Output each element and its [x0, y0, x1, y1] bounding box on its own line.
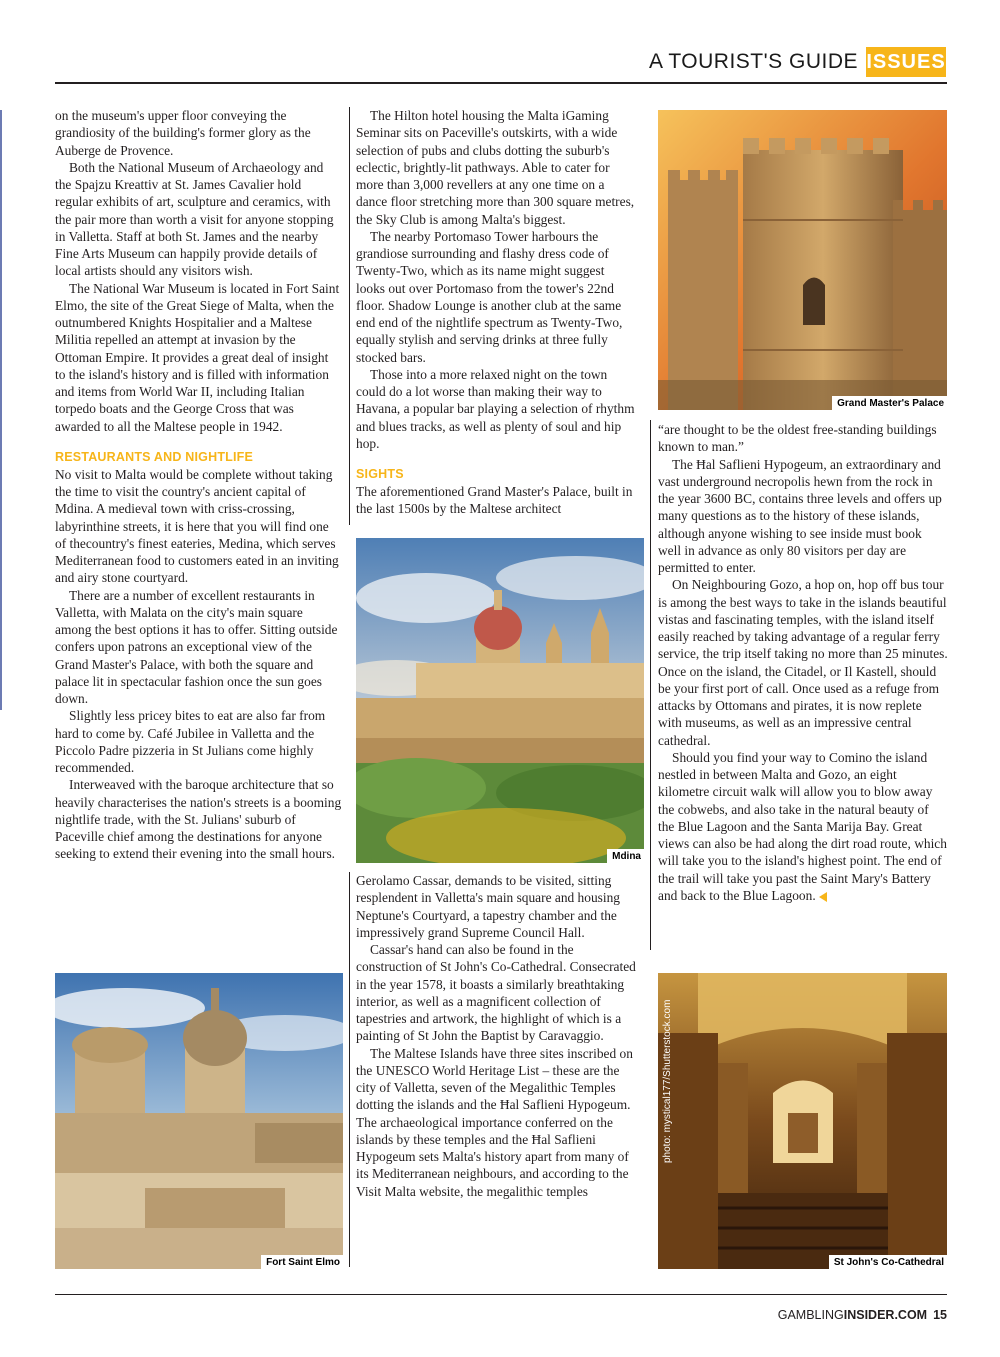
paragraph: Interweaved with the baroque architecture that so heavily characterises the nation's streets is a booming nightlife trade, with the St. Julians' suburb of Paceville chief among the destinations for anyone seeking to extend their evening into the small hours.: [55, 777, 342, 862]
paragraph: Both the National Museum of Archaeology and the Spajzu Kreattiv at St. James Cavalier hold regular exhibits of art, sculpture and ceramics, with the pair more than worth a visit for anyone stopping in Valletta. Staff at both St. James and the nearby Fine Arts Museum can happily provide details of local artists should any visitors wish.: [55, 159, 334, 279]
footer-site-bold: INSIDER.COM: [843, 1308, 928, 1322]
running-head-title: A TOURIST'S GUIDE: [649, 50, 858, 73]
paragraph: The Hilton hotel housing the Malta iGaming Seminar sits on Paceville's outskirts, with a wide selection of pubs and clubs dotting the suburb's eclectic, brightly-lit pathways. Able to cater for more than 3,000 revellers at any one time on a dance floor stretching more than 300 square metres, the Sky Club is among Malta's biggest.: [356, 108, 635, 227]
paragraph-last: [658, 749, 948, 904]
footer-rule: [55, 1294, 947, 1295]
paragraph: “are thought to be the oldest free-standing buildings known to man.”: [658, 422, 937, 455]
photo-st-johns-co-cathedral: [658, 973, 947, 1269]
paragraph: The Maltese Islands have three sites inscribed on the UNESCO World Heritage List – these are the city of Valletta, seven of the Megalithic Temples dotting the islands and the Ħal Saflieni Hypogeum. The archaeological importance conferred on the islands by these temples and the Ħal Saflieni Hypogeum sets Malta's history apart from many of its Mediterranean neighbours, and according to the Visit Malta website, the megalithic temples: [356, 1045, 633, 1199]
paragraph: On Neighbouring Gozo, a hop on, hop off bus tour is among the best ways to take in the islands beautiful vistas and fascinating temples, with the island itself easily reached by taking advantage of a regular ferry service, the trip itself taking no more than 25 minutes. Once on the island, the Citadel, or Il Kastell, should be your first port of call. Once used as a refuge from attacks by Ottomans and pirates, it is now replete with museums, as well as an impressive central cathedral.: [658, 577, 948, 748]
page-edge-strip: [0, 110, 2, 710]
column-divider: [349, 107, 350, 525]
footer: [778, 1308, 947, 1322]
paragraph: Cassar's hand can also be found in the construction of St John's Co-Cathedral. Consecrated in the year 1578, it boasts a similarly breathtaking interior, as well as a magnificent collection of tapestries and artwork, the highlight of which is a painting of St John the Baptist by Caravaggio.: [356, 942, 636, 1044]
footer-site-light: GAMBLING: [777, 1308, 844, 1322]
paragraph: The aforementioned Grand Master's Palace, built in the last 1500s by the Maltese architect: [356, 484, 633, 517]
paragraph: The Ħal Saflieni Hypogeum, an extraordinary and vast underground necropolis hewn from the rock in the year 3600 BC, contains three levels and offers up many questions as to the history of these islands, although anyone wishing to see inside must book well in advance as only 80 visitors per day are permitted to enter.: [658, 456, 942, 575]
photo-caption: St John's Co-Cathedral: [829, 1255, 947, 1269]
column-divider: [349, 872, 350, 1267]
column-2-top: [356, 107, 636, 518]
paragraph-text: Should you find your way to Comino the island nestled in between Malta and Gozo, an eight kilometre circuit walk will allow you to blow away the cobwebs, and also take in the natural beauty of the Blue Lagoon and the Santa Marija Bay. Great views can also be had along the dirt road route, which will take you to the island's highest point. The end of the trail will take you past the Saint Mary's Battery and back to the Blue Lagoon.: [658, 749, 947, 903]
header-rule: [55, 82, 947, 84]
section-heading-restaurants: RESTAURANTS AND NIGHTLIFE: [55, 449, 254, 464]
paragraph: No visit to Malta would be complete without taking the time to visit the country's ancient capital of Mdina. A medieval town with criss-crossing, labyrinthine streets, it is here that you will find one of thecountry's finest eateries, Medina, which serves Mediterranean food to customers eated in an inviting and airy stone courtyard.: [55, 466, 339, 586]
column-divider: [650, 420, 651, 950]
photo-grand-masters-palace: [658, 110, 947, 410]
paragraph: The National War Museum is located in Fort Saint Elmo, the site of the Great Siege of Malta, when the outnumbered Knights Hospitalier and a Maltese Militia repelled an attempt at invasion by the Ottoman Empire. It provides a great deal of insight to the island's history and is filled with information and items from World War II, including Italian torpedo boats and the George Cross that was awarded to all the Maltese people in 1942.: [55, 280, 340, 434]
paragraph: The nearby Portomaso Tower harbours the grandiose surrounding and flashy dress code of Twenty-Two, which as its name might suggest looks out over Portomaso from the tower's 22nd floor. Shadow Lounge is another club at the same end end of the nightlife spectrum as Twenty-Two, equally stylish and serving drinks at three fully stocked bars.: [356, 228, 623, 365]
photo-credit: [660, 975, 674, 1165]
photo-caption: Grand Master's Palace: [832, 396, 947, 410]
paragraph: Gerolamo Cassar, demands to be visited, sitting resplendent in Valletta's main square and housing Neptune's Courtyard, a tapestry chamber and the impressively grand Supreme Council Hall.: [356, 873, 620, 940]
photo-fort-saint-elmo: [55, 973, 343, 1269]
photo-credit-text: photo: mystical177/Shutterstock.com: [662, 999, 673, 1163]
section-badge: ISSUES: [866, 47, 946, 77]
section-heading-sights: SIGHTS: [356, 467, 404, 481]
column-3: [658, 421, 948, 904]
photo-mdina: [356, 538, 644, 863]
paragraph: on the museum's upper floor conveying the grandiosity of the building's former glory as the Auberge de Provence.: [55, 108, 311, 158]
end-mark-icon: [819, 892, 827, 902]
paragraph: There are a number of excellent restaurants in Valletta, with Malata on the city's main square among the best options it has to offer. Sitting outside confers upon patrons an exceptional view of the Grand Master's Palace, with both the square and palace lit in spectacular fashion once the sun goes down.: [55, 587, 338, 706]
photo-caption: Fort Saint Elmo: [261, 1255, 343, 1269]
photo-caption: Mdina: [607, 849, 644, 863]
paragraph: Slightly less pricey bites to eat are also far from hard to come by. Café Jubilee in Valletta and the Piccolo Padre pizzeria in St Julians come highly recommended.: [55, 708, 326, 775]
page-number: 15: [933, 1308, 947, 1322]
paragraph: Those into a more relaxed night on the town could do a lot worse than making their way to Havana, a popular bar playing a selection of rhythm and blues tracks, as well as plenty of soul and hip hop.: [356, 366, 635, 451]
column-1: [55, 107, 342, 863]
column-2-bottom: [356, 872, 636, 1200]
